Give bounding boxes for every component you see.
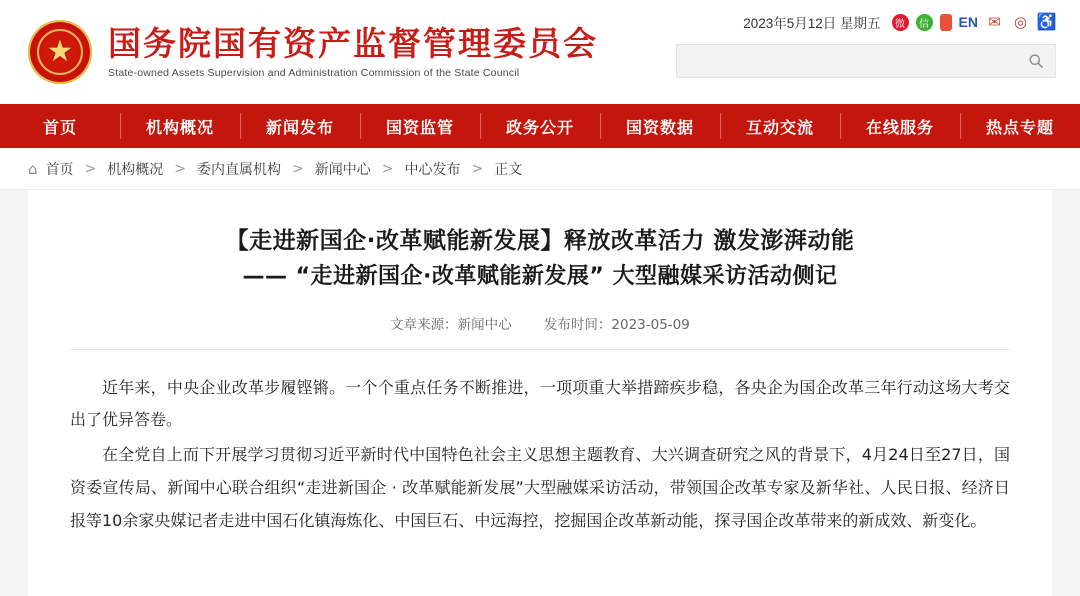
nav-item-interaction[interactable]: 互动交流	[720, 104, 840, 148]
search-icon[interactable]	[1027, 52, 1045, 70]
mail-icon[interactable]: ✉	[985, 14, 1004, 31]
page-subtitle: —— “走进新国企·改革赋能新发展” 大型融媒采访活动侧记	[242, 263, 838, 289]
nav-item-overview[interactable]: 机构概况	[120, 104, 240, 148]
breadcrumb	[0, 148, 1080, 190]
national-emblem-icon: ★	[28, 20, 92, 84]
article-meta	[70, 313, 1010, 350]
accessibility-icon[interactable]: ♿	[1036, 14, 1057, 31]
current-date: 2023年5月12日 星期五	[743, 16, 881, 31]
gov-service-icon[interactable]: ◎	[1011, 14, 1030, 31]
breadcrumb-separator: >	[471, 160, 484, 177]
article-body	[70, 372, 1010, 538]
article-source: 文章来源：新闻中心	[390, 316, 512, 333]
breadcrumb-item-current: 正文	[494, 161, 523, 178]
site-header	[0, 0, 1080, 104]
nav-item-supervision[interactable]: 国资监管	[360, 104, 480, 148]
mobile-icon[interactable]	[940, 14, 952, 31]
breadcrumb-item-0[interactable]: 首页	[45, 161, 74, 178]
breadcrumb-separator: >	[381, 160, 394, 177]
nav-item-data[interactable]: 国资数据	[600, 104, 720, 148]
nav-item-news[interactable]: 新闻发布	[240, 104, 360, 148]
nav-item-government-affairs[interactable]: 政务公开	[480, 104, 600, 148]
site-title-cn: 国务院国有资产监督管理委员会	[108, 24, 598, 64]
site-title-block	[108, 25, 598, 79]
site-title-en: State-owned Assets Supervision and Administration Commission of the State Council	[108, 66, 520, 79]
article-paragraph: 近年来，中央企业改革步履铿锵。一个个重点任务不断推进，一项项重大举措蹄疾步稳，各央企为国企改革三年行动这场大考交出了优异答卷。	[70, 377, 1010, 430]
content-area	[0, 190, 1080, 596]
nav-item-topics[interactable]: 热点专题	[960, 104, 1080, 148]
breadcrumb-item-1[interactable]: 机构概况	[107, 161, 164, 178]
nav-item-online-service[interactable]: 在线服务	[840, 104, 960, 148]
article-paragraph: 在全党自上而下开展学习贯彻习近平新时代中国特色社会主义思想主题教育、大兴调查研究之风的背景下，4月24日至27日，国资委宣传局、新闻中心联合组织“走进新国企 · 改革赋能新发展”大型融媒采访活动，带领国企改革专家及新华社、人民日报、经济日报等10余家央媒记者走进中国石化镇海炼化、中国巨石、中远海控，挖掘国企改革新动能，探寻国企改革带来的新成效、新变化。	[70, 445, 1010, 530]
breadcrumb-item-3[interactable]: 新闻中心	[314, 161, 371, 178]
main-nav	[0, 104, 1080, 148]
article-publish-time: 发布时间：2023-05-09	[543, 316, 690, 333]
header-topline	[676, 10, 1056, 34]
home-icon[interactable]: ⌂	[28, 159, 38, 178]
wechat-icon[interactable]: 信	[916, 14, 933, 31]
search-input[interactable]	[687, 54, 1027, 69]
breadcrumb-separator: >	[84, 160, 97, 177]
english-link[interactable]: EN	[958, 14, 978, 30]
breadcrumb-item-4[interactable]: 中心发布	[404, 161, 461, 178]
nav-item-home[interactable]: 首页	[42, 117, 77, 137]
breadcrumb-separator: >	[292, 160, 304, 177]
weibo-icon[interactable]: 微	[892, 14, 909, 31]
page-title: 【走进新国企·改革赋能新发展】释放改革活力 激发澎湃动能	[225, 228, 855, 254]
search-bar[interactable]	[676, 44, 1056, 78]
header-utilities	[676, 10, 1056, 78]
breadcrumb-item-2[interactable]: 委内直属机构	[197, 161, 281, 178]
breadcrumb-separator: >	[174, 160, 186, 177]
article-paper	[28, 190, 1052, 596]
